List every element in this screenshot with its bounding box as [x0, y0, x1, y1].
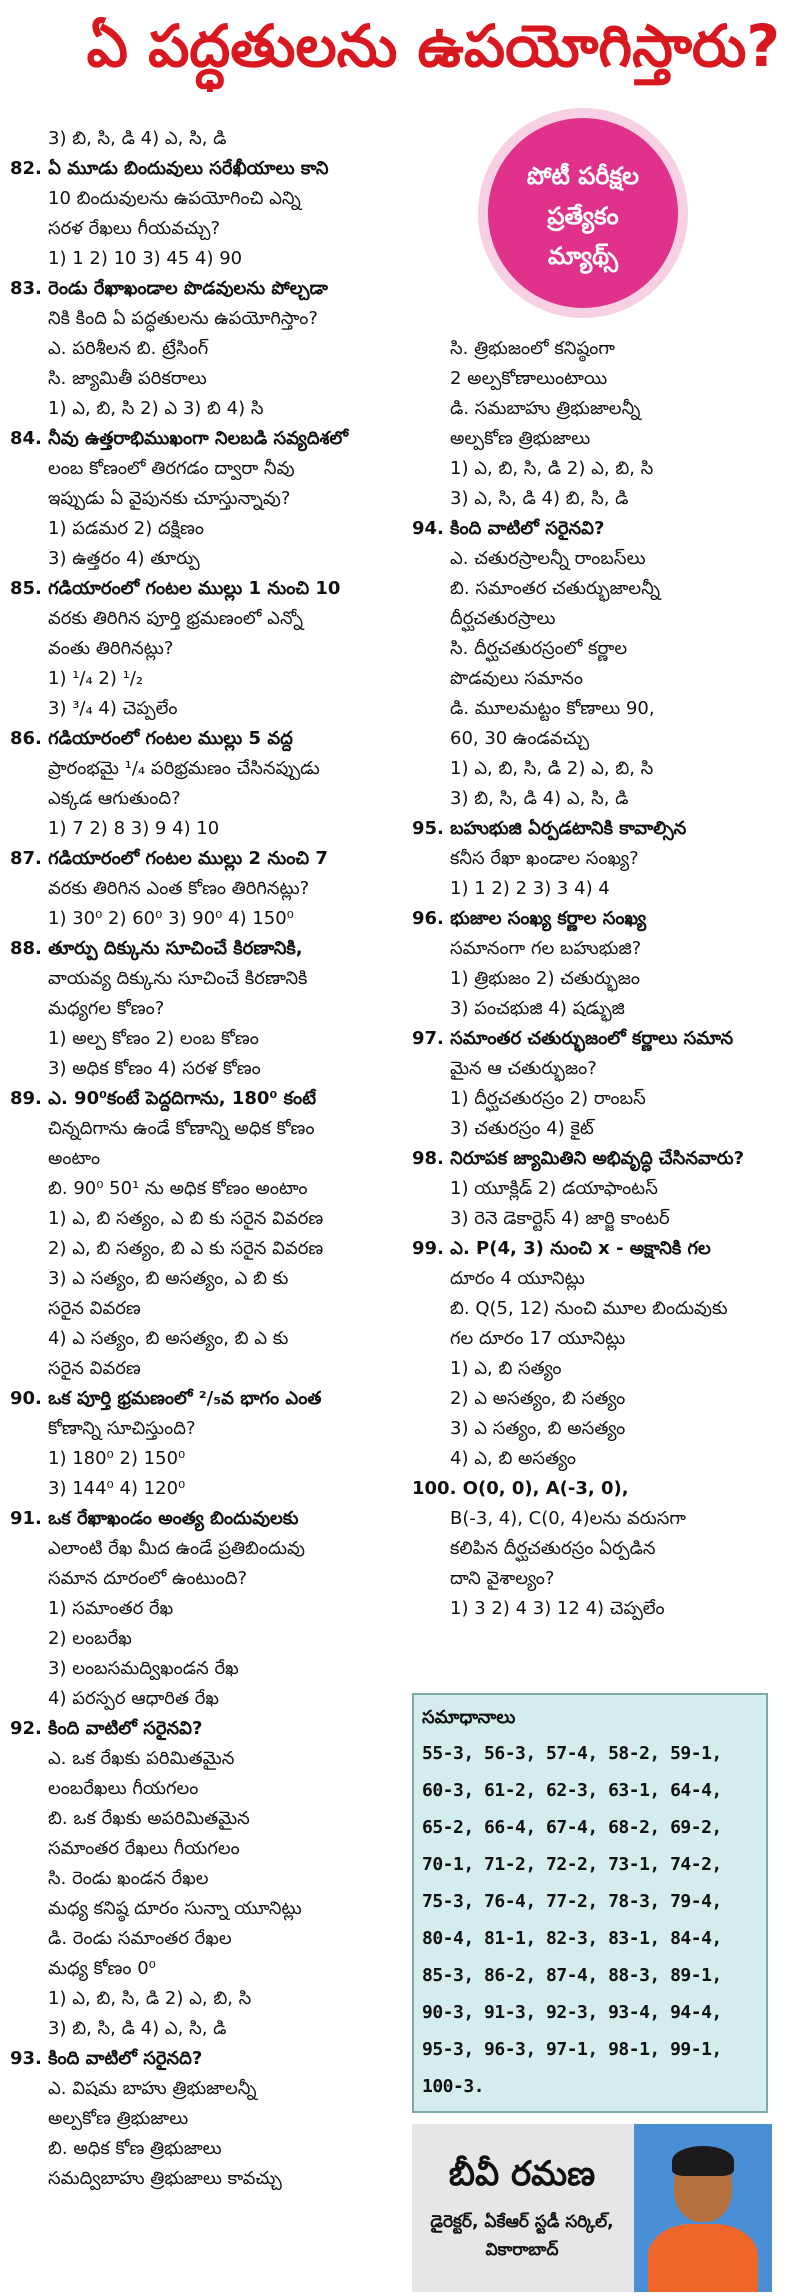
- badge-line-3: మ్యాథ్స్: [547, 242, 618, 270]
- text-line: సమాంతర రేఖలు గీయగలం: [48, 1838, 240, 1859]
- text-line: 60, 30 ఉండవచ్చు: [450, 728, 590, 749]
- text-line: కనీస రేఖా ఖండాల సంఖ్య?: [450, 848, 639, 869]
- text-line: దీర్ఘచతురస్రాలు: [450, 608, 556, 629]
- text-line: 3) ఎ సత్యం, బి అసత్యం, ఎ బి కు: [48, 1268, 289, 1289]
- text-line: B(-3, 4), C(0, 4)లను వరుసగా: [450, 1508, 686, 1529]
- question-line: 92. కింది వాటిలో సరైనవి?: [10, 1718, 203, 1739]
- text-line: డి. సమబాహు త్రిభుజాలన్నీ: [450, 398, 641, 419]
- text-line: సి. త్రిభుజంలో కనిష్ఠంగా: [450, 338, 615, 359]
- text-line: పొడవులు సమానం: [450, 668, 583, 689]
- text-line: 10 బిందువులను ఉపయోగించి ఎన్ని: [48, 188, 301, 209]
- text-line: 4) ఎ సత్యం, బి అసత్యం, బి ఎ కు: [48, 1328, 289, 1349]
- text-line: 1) అల్ప కోణం 2) లంబ కోణం: [48, 1028, 259, 1049]
- question-line: 87. గడియారంలో గంటల ముల్లు 2 నుంచి 7: [10, 848, 328, 869]
- text-line: సి. రెండు ఖండన రేఖల: [48, 1868, 209, 1889]
- author-role-line-1: డైరెక్టర్, ఏకేఆర్ స్టడీ సర్కిల్,: [430, 2212, 614, 2232]
- question-line: 95. బహుభుజి ఏర్పడటానికి కావాల్సిన: [412, 818, 687, 839]
- answer-row: 85-3, 86-2, 87-4, 88-3, 89-1,: [422, 1965, 722, 1986]
- text-line: 1) త్రిభుజం 2) చతుర్భుజం: [450, 968, 640, 989]
- left-column: [10, 124, 415, 2194]
- text-line: 2) ఎ అసత్యం, బి సత్యం: [450, 1388, 626, 1409]
- text-line: సి. జ్యామితీ పరికరాలు: [48, 368, 207, 389]
- text-line: 3) పంచభుజి 4) షడ్భుజి: [450, 998, 625, 1019]
- answer-row: 65-2, 66-4, 67-4, 68-2, 69-2,: [422, 1817, 722, 1838]
- text-line: ఎక్కడ ఆగుతుంది?: [48, 788, 181, 809]
- text-line: 1) 3 2) 4 3) 12 4) చెప్పలేం: [450, 1598, 665, 1619]
- text-line: డి. రెండు సమాంతర రేఖల: [48, 1928, 232, 1949]
- text-line: 4) పరస్పర ఆధారిత రేఖ: [48, 1688, 219, 1709]
- answer-row: 70-1, 71-2, 72-2, 73-1, 74-2,: [422, 1854, 722, 1875]
- text-line: కోణాన్ని సూచిస్తుంది?: [48, 1418, 196, 1439]
- answers-list: [422, 1735, 758, 2105]
- text-line: 1) 180⁰ 2) 150⁰: [48, 1448, 186, 1469]
- author-name: బీవీ రమణ: [448, 2154, 596, 2194]
- right-column: [412, 334, 792, 1624]
- text-line: మధ్యగల కోణం?: [48, 998, 165, 1019]
- special-badge: [488, 118, 678, 308]
- text-line: 3) ఉత్తరం 4) తూర్పు: [48, 548, 200, 569]
- question-line: 90. ఒక పూర్తి భ్రమణంలో ²/₅వ భాగం ఎంత: [10, 1388, 322, 1409]
- text-line: బి. సమాంతర చతుర్భుజాలన్నీ: [450, 578, 660, 599]
- text-line: 3) బి, సి, డి 4) ఎ, సి, డి: [48, 2018, 227, 2039]
- text-line: 3) చతురస్రం 4) కైట్: [450, 1118, 594, 1139]
- text-line: సరళ రేఖలు గీయవచ్చు?: [48, 218, 221, 239]
- question-line: 94. కింది వాటిలో సరైనవి?: [412, 518, 605, 539]
- question-line: 97. సమాంతర చతుర్భుజంలో కర్ణాలు సమాన: [412, 1028, 734, 1049]
- answers-box: [412, 1693, 768, 2113]
- question-line: 89. ఎ. 90⁰కంటే పెద్దదిగాను, 180⁰ కంటే: [10, 1088, 317, 1109]
- text-line: మైన ఆ చతుర్భుజం?: [450, 1058, 597, 1079]
- text-line: 2 అల్పకోణాలుంటాయి: [450, 368, 608, 389]
- text-line: లంబ కోణంలో తిరగడం ద్వారా నీవు: [48, 458, 295, 479]
- question-line: 86. గడియారంలో గంటల ముల్లు 5 వద్ద: [10, 728, 293, 749]
- text-line: 1) యూక్లిడ్ 2) డయాఫాంటస్: [450, 1178, 658, 1199]
- text-line: 3) ³/₄ 4) చెప్పలేం: [48, 698, 178, 719]
- text-line: నికి కింది ఏ పద్ధతులను ఉపయోగిస్తాం?: [48, 308, 318, 329]
- text-line: సి. దీర్ఘచతురస్రంలో కర్ణాల: [450, 638, 628, 659]
- question-line: 84. నీవు ఉత్తరాభిముఖంగా నిలబడి సవ్యదిశలో: [10, 428, 349, 449]
- text-line: 3) ఎ సత్యం, బి అసత్యం: [450, 1418, 626, 1439]
- text-line: ఎ. విషమ బాహు త్రిభుజాలన్నీ: [48, 2078, 257, 2099]
- text-line: 1) 1 2) 10 3) 45 4) 90: [48, 248, 243, 269]
- text-line: 1) ఎ, బి, సి, డి 2) ఎ, బి, సి: [450, 458, 654, 479]
- text-line: మధ్య కోణం 0⁰: [48, 1958, 156, 1979]
- text-line: సరైన వివరణ: [48, 1298, 141, 1319]
- text-line: 3) బి, సి, డి 4) ఎ, సి, డి: [48, 128, 227, 149]
- question-line: 99. ఎ. P(4, 3) నుంచి x - అక్షానికి గల: [412, 1238, 711, 1259]
- answer-row: 55-3, 56-3, 57-4, 58-2, 59-1,: [422, 1743, 722, 1764]
- answers-heading: సమాధానాలు: [422, 1707, 516, 1728]
- author-box: [412, 2124, 772, 2292]
- text-line: 2) ఎ, బి సత్యం, బి ఎ కు సరైన వివరణ: [48, 1238, 324, 1259]
- question-line: 88. తూర్పు దిక్కును సూచించే కిరణానికి,: [10, 938, 303, 959]
- badge-line-2: ప్రత్యేకం: [547, 202, 619, 230]
- answer-row: 95-3, 96-3, 97-1, 98-1, 99-1,: [422, 2039, 722, 2060]
- text-line: 1) దీర్ఘచతురస్రం 2) రాంబస్: [450, 1088, 646, 1109]
- text-line: దూరం 4 యూనిట్లు: [450, 1268, 585, 1289]
- text-line: ఎ. పరిశీలన బి. ట్రేసింగ్: [48, 338, 209, 359]
- text-line: బి. Q(5, 12) నుంచి మూల బిందువుకు: [450, 1298, 728, 1319]
- author-role: [412, 2208, 632, 2264]
- text-line: బి. 90⁰ 50¹ ను అధిక కోణం అంటాం: [48, 1178, 308, 1199]
- page-title-banner: [0, 0, 800, 92]
- text-line: 4) ఎ, బి అసత్యం: [450, 1448, 576, 1469]
- question-line: 82. ఏ మూడు బిందువులు సరేఖీయాలు కాని: [10, 158, 329, 179]
- question-line: 98. నిరూపక జ్యామితిని అభివృద్ధి చేసినవారు?: [412, 1148, 745, 1169]
- answer-row: 75-3, 76-4, 77-2, 78-3, 79-4,: [422, 1891, 722, 1912]
- text-line: వరకు తిరిగిన ఎంత కోణం తిరిగినట్లు?: [48, 878, 310, 899]
- text-line: 1) 7 2) 8 3) 9 4) 10: [48, 818, 220, 839]
- question-line: 96. భుజాల సంఖ్య కర్ణాల సంఖ్య: [412, 908, 647, 929]
- text-line: ఎలాంటి రేఖ మీద ఉండే ప్రతిబిందువు: [48, 1538, 305, 1559]
- text-line: లంబరేఖలు గీయగలం: [48, 1778, 199, 1799]
- text-line: ఇప్పుడు ఏ వైపునకు చూస్తున్నావు?: [48, 488, 291, 509]
- text-line: మధ్య కనిష్ఠ దూరం సున్నా యూనిట్లు: [48, 1898, 302, 1919]
- question-line: 85. గడియారంలో గంటల ముల్లు 1 నుంచి 10: [10, 578, 341, 599]
- text-line: 1) ఎ, బి, సి, డి 2) ఎ, బి, సి: [48, 1988, 252, 2009]
- text-line: గల దూరం 17 యూనిట్లు: [450, 1328, 626, 1349]
- text-line: కలిపిన దీర్ఘచతురస్రం ఏర్పడిన: [450, 1538, 656, 1559]
- question-line: 83. రెండు రేఖాఖండాల పొడవులను పోల్చడా: [10, 278, 328, 299]
- text-line: ఎ. ఒక రేఖకు పరిమితమైన: [48, 1748, 235, 1769]
- text-line: అల్పకోణ త్రిభుజాలు: [450, 428, 591, 449]
- text-line: 1) ఎ, బి, సి 2) ఎ 3) బి 4) సి: [48, 398, 264, 419]
- text-line: ప్రారంభమై ¹/₄ పరిభ్రమణం చేసినప్పుడు: [48, 758, 320, 779]
- text-line: అల్పకోణ త్రిభుజాలు: [48, 2108, 189, 2129]
- text-line: 1) ¹/₄ 2) ¹/₂: [48, 668, 144, 689]
- text-line: బి. అధిక కోణ త్రిభుజాలు: [48, 2138, 222, 2159]
- text-line: 1) ఎ, బి సత్యం: [450, 1358, 562, 1379]
- text-line: డి. మూలమట్టం కోణాలు 90,: [450, 698, 655, 719]
- text-line: 1) ఎ, బి సత్యం, ఎ బి కు సరైన వివరణ: [48, 1208, 324, 1229]
- text-line: 1) పడమర 2) దక్షిణం: [48, 518, 205, 539]
- question-line: 91. ఒక రేఖాఖండం అంత్య బిందువులకు: [10, 1508, 299, 1529]
- text-line: 3) లంబసమద్విఖండన రేఖ: [48, 1658, 239, 1679]
- text-line: సమాన దూరంలో ఉంటుంది?: [48, 1568, 248, 1589]
- badge-line-1: పోటీ పరీక్షల: [526, 162, 640, 190]
- text-line: వరకు తిరిగిన పూర్తి భ్రమణంలో ఎన్నో: [48, 608, 303, 629]
- author-photo: [634, 2124, 772, 2292]
- text-line: 3) అధిక కోణం 4) సరళ కోణం: [48, 1058, 261, 1079]
- text-line: 1) 30⁰ 2) 60⁰ 3) 90⁰ 4) 150⁰: [48, 908, 294, 929]
- question-line: 93. కింది వాటిలో సరైనది?: [10, 2048, 203, 2069]
- text-line: 3) 144⁰ 4) 120⁰: [48, 1478, 186, 1499]
- text-line: 2) లంబరేఖ: [48, 1628, 132, 1649]
- text-line: బి. ఒక రేఖకు అపరిమితమైన: [48, 1808, 250, 1829]
- text-line: 3) బి, సి, డి 4) ఎ, సి, డి: [450, 788, 629, 809]
- text-line: ఎ. చతురస్రాలన్నీ రాంబస్‌లు: [450, 548, 646, 569]
- text-line: సరైన వివరణ: [48, 1358, 141, 1379]
- page-title: ఏ పద్ధతులను ఉపయోగిస్తారు?: [86, 12, 780, 80]
- question-line: 100. O(0, 0), A(-3, 0),: [412, 1478, 629, 1499]
- author-role-line-2: వికారాబాద్: [485, 2240, 559, 2260]
- text-line: 1) సమాంతర రేఖ: [48, 1598, 174, 1619]
- text-line: 1) 1 2) 2 3) 3 4) 4: [450, 878, 610, 899]
- text-line: 3) రెనె డెకార్టెస్ 4) జార్జి కాంటర్: [450, 1208, 670, 1229]
- text-line: వాయవ్య దిక్కును సూచించే కిరణానికి: [48, 968, 308, 989]
- text-line: చిన్నదిగాను ఉండే కోణాన్ని అధిక కోణం: [48, 1118, 315, 1139]
- answer-row: 60-3, 61-2, 62-3, 63-1, 64-4,: [422, 1780, 722, 1801]
- text-line: వంతు తిరిగినట్లు?: [48, 638, 174, 659]
- text-line: దాని వైశాల్యం?: [450, 1568, 555, 1589]
- text-line: 1) ఎ, బి, సి, డి 2) ఎ, బి, సి: [450, 758, 654, 779]
- answer-row: 100-3.: [422, 2076, 485, 2097]
- text-line: అంటాం: [48, 1148, 101, 1169]
- text-line: 3) ఎ, సి, డి 4) బి, సి, డి: [450, 488, 629, 509]
- answer-row: 80-4, 81-1, 82-3, 83-1, 84-4,: [422, 1928, 722, 1949]
- text-line: సమద్విబాహు త్రిభుజాలు కావచ్చు: [48, 2168, 282, 2189]
- answer-row: 90-3, 91-3, 92-3, 93-4, 94-4,: [422, 2002, 722, 2023]
- text-line: సమానంగా గల బహుభుజి?: [450, 938, 642, 959]
